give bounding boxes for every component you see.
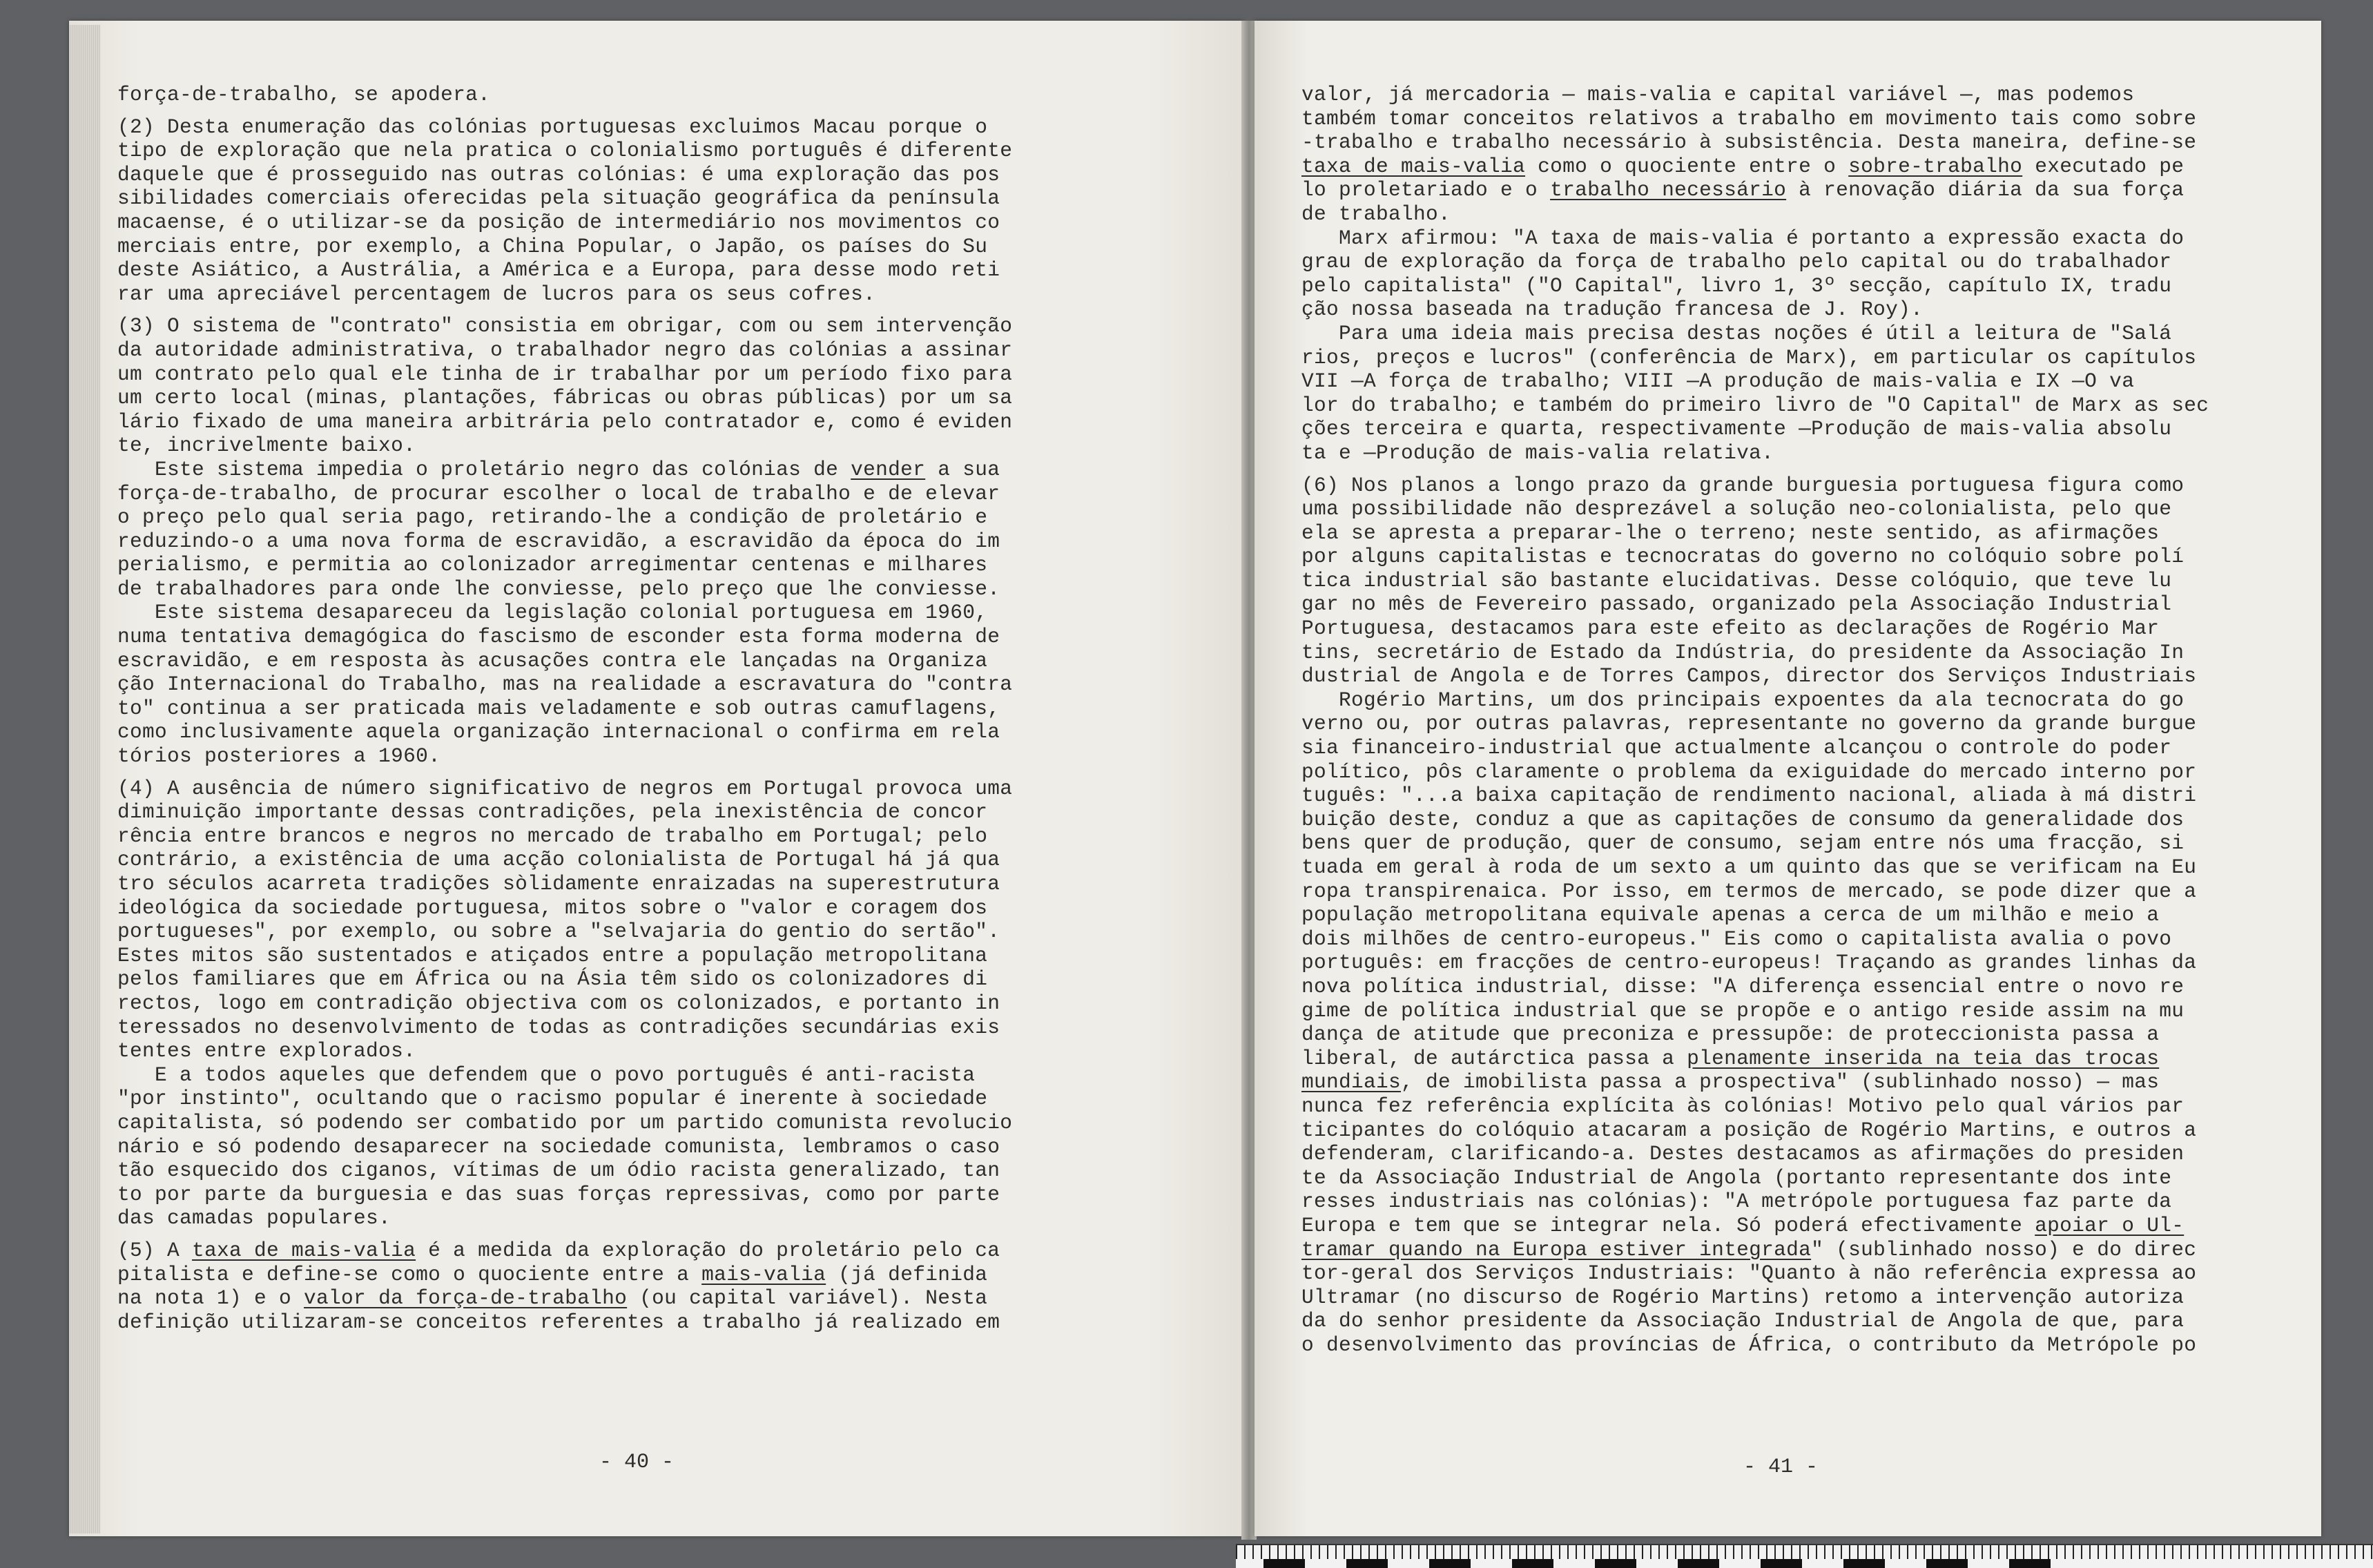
text-line: lo proletariado e o trabalho necessário à renovação diária da sua força — [1301, 178, 2185, 202]
text-line: (4) A ausência de número significativo de negros em Portugal provoca uma — [117, 776, 1013, 800]
text-line: gar no mês de Fevereiro passado, organizado pela Associação Industrial — [1301, 592, 2172, 617]
text-line: Portuguesa, destacamos para este efeito as declarações de Rogério Mar — [1301, 617, 2160, 641]
ruler-block — [1263, 1559, 1305, 1568]
text-line: força-de-trabalho, se apodera. — [117, 83, 491, 106]
text-line: Estes mitos são sustentados e atiçados entre a população metropolitana — [117, 943, 988, 967]
text-line: como inclusivamente aquela organização internacional o confirma em rela — [117, 720, 1000, 744]
ruler-block — [1512, 1559, 1553, 1568]
ruler-block — [1429, 1559, 1471, 1568]
text-line: merciais entre, por exemplo, a China Popular, o Japão, os países do Su — [117, 234, 988, 258]
ruler-block — [1595, 1559, 1636, 1568]
text-line: "por instinto", ocultando que o racismo popular é inerente à sociedade — [117, 1087, 988, 1111]
paragraph-gap — [117, 768, 1012, 777]
text-line: valor, já mercadoria — mais-valia e capital variável —, mas podemos — [1301, 83, 2135, 106]
text-line: macaense, é o utilizar-se da posição de intermediário nos movimentos co — [117, 210, 1000, 234]
text-line: escravidão, e em resposta às acusações contra ele lançadas na Organiza — [117, 648, 988, 672]
text-line: mundiais, de imobilista passa a prospectiva" (sublinhado nosso) — mas — [1301, 1070, 2160, 1094]
text-line: tramar quando na Europa estiver integrada" (sublinhado nosso) e do direc — [1301, 1237, 2197, 1261]
text-line: portugueses", por exemplo, ou sobre a "selvajaria do gentio do sertão". — [117, 920, 1000, 944]
text-line: te da Associação Industrial de Angola (portanto representante dos inte — [1301, 1165, 2172, 1190]
text-line: português: em fracções de centro-europeus! Traçando as grandes linhas da — [1301, 951, 2197, 975]
text-line: te, incrivelmente baixo. — [117, 434, 416, 458]
text-line: taxa de mais-valia como o quociente entre o sobre-trabalho executado pe — [1301, 154, 2185, 178]
page-number-left: - 40 - — [599, 1451, 675, 1474]
text-line: de trabalhadores para onde lhe conviesse, pelo preço que lhe conviesse. — [117, 577, 1000, 601]
text-line: (5) A taxa de mais-valia é a medida da exploração do proletário pelo ca — [117, 1238, 1000, 1262]
text-line: tins, secretário de Estado da Indústria, do presidente da Associação In — [1301, 640, 2185, 664]
text-line: tro séculos acarreta tradições sòlidamente enraizadas na superestrutura — [117, 872, 1000, 896]
text-line: dustrial de Angola e de Torres Campos, director dos Serviços Industriais — [1301, 664, 2197, 688]
text-line: uma possibilidade não desprezável a solução neo-colonialista, pelo que — [1301, 497, 2172, 521]
text-line: VII —A força de trabalho; VIII —A produção de mais-valia e IX —O va — [1301, 369, 2135, 394]
text-line: político, pôs claramente o problema da exiguidade do mercado interno por — [1301, 759, 2197, 784]
text-line: nário e só podendo desaparecer na sociedade comunista, lembramos o caso — [117, 1134, 1000, 1159]
text-line: -trabalho e trabalho necessário à subsistência. Desta maneira, define-se — [1301, 130, 2197, 155]
text-line: contrário, a existência de uma acção colonialista de Portugal há já qua — [117, 848, 1000, 872]
text-line: Rogério Martins, um dos principais expoentes da ala tecnocrata do go — [1301, 688, 2185, 712]
text-line: Ultramar (no discurso de Rogério Martins) retomo a intervenção autoriza — [1301, 1285, 2185, 1309]
text-line: E a todos aqueles que defendem que o povo português é anti-racista — [117, 1063, 976, 1087]
text-line: bens quer de produção, quer de consumo, sejam entre nós uma fracção, si — [1301, 831, 2185, 855]
text-line: definição utilizaram-se conceitos referentes a trabalho já realizado em — [117, 1310, 1000, 1334]
text-line: ticipantes do colóquio atacaram a posição de Rogério Martins, e outros a — [1301, 1118, 2197, 1142]
text-line: da do senhor presidente da Associação Industrial de Angola de que, para — [1301, 1309, 2185, 1333]
scale-ruler — [1236, 1544, 2373, 1568]
text-line: teressados no desenvolvimento de todas as contradições secundárias exis — [117, 1015, 1000, 1039]
text-line: Este sistema impedia o proletário negro das colónias de vender a sua — [117, 457, 1000, 481]
text-line: daquele que é prosseguido nas outras colónias: é uma exploração das pos — [117, 162, 1000, 186]
text-line: diminuição importante dessas contradições, pela inexistência de concor — [117, 800, 988, 824]
text-line: nova política industrial, disse: "A diferença essencial entre o novo re — [1301, 974, 2185, 998]
text-line: tórios posteriores a 1960. — [117, 744, 441, 768]
text-line: rectos, logo em contradição objectiva com os colonizados, e portanto in — [117, 991, 1000, 1015]
text-line: Este sistema desapareceu da legislação colonial portuguesa em 1960, — [117, 601, 988, 625]
text-line: força-de-trabalho, de procurar escolher o local de trabalho e de elevar — [117, 481, 1000, 505]
paragraph-gap — [117, 306, 1012, 314]
text-line: defenderam, clarificando-a. Destes destacamos as afirmações do presiden — [1301, 1142, 2185, 1166]
text-line: capitalista, só podendo ser combatido por um partido comunista revolucio — [117, 1110, 1013, 1134]
page-number-right: - 41 - — [1743, 1455, 1819, 1479]
text-line: um certo local (minas, plantações, fábricas ou obras públicas) por um sa — [117, 386, 1013, 410]
paragraph-gap — [1301, 465, 2209, 474]
text-line: numa tentativa demagógica do fascismo de esconder esta forma moderna de — [117, 625, 1000, 649]
text-line: de trabalho. — [1301, 202, 1451, 226]
text-line: da autoridade administrativa, o trabalhador negro das colónias a assinar — [117, 338, 1013, 362]
text-line: dança de atitude que preconiza e pressupõe: de proteccionista passa a — [1301, 1023, 2160, 1047]
text-line: rar uma apreciável percentagem de lucros para os seus cofres. — [117, 282, 876, 306]
text-line: ela se apresta a preparar-lhe o terreno; neste sentido, as afirmações — [1301, 521, 2160, 545]
text-line: lor do trabalho; e também do primeiro livro de "O Capital" de Marx as sec — [1301, 393, 2209, 417]
text-line: pelos familiares que em África ou na Ásia têm sido os colonizadores di — [117, 967, 988, 991]
paragraph-gap — [117, 107, 1012, 115]
text-line: grau de exploração da força de trabalho pelo capital ou do trabalhador — [1301, 250, 2172, 274]
text-line: (3) O sistema de "contrato" consistia em obrigar, com ou sem intervenção — [117, 314, 1013, 338]
text-line: tuguês: "...a baixa capitação de rendimento nacional, aliada à má distri — [1301, 784, 2197, 808]
text-line: dois milhões de centro-europeus." Eis como o capitalista avalia o povo — [1301, 927, 2172, 951]
text-line: Marx afirmou: "A taxa de mais-valia é portanto a expressão exacta do — [1301, 226, 2185, 250]
ruler-block — [1843, 1559, 1885, 1568]
text-line: (2) Desta enumeração das colónias portuguesas excluimos Macau porque o — [117, 115, 988, 139]
ruler-block — [2009, 1559, 2051, 1568]
ruler-block — [1346, 1559, 1388, 1568]
text-line: o preço pelo qual seria pago, retirando-lhe a condição de proletário e — [117, 505, 988, 530]
text-line: rios, preços e lucros" (conferência de Marx), em particular os capítulos — [1301, 345, 2197, 369]
paragraph-gap — [117, 1230, 1012, 1239]
text-line: na nota 1) e o valor da força-de-trabalho (ou capital variável). Nesta — [117, 1286, 988, 1310]
text-line: tica industrial são bastante elucidativas. Desse colóquio, que teve lu — [1301, 568, 2172, 592]
text-line: to por parte da burguesia e das suas forças repressivas, como por parte — [117, 1182, 1000, 1206]
page-edges — [69, 25, 100, 1533]
ruler-block — [1926, 1559, 1968, 1568]
text-line: verno ou, por outras palavras, representante no governo da grande burgue — [1301, 712, 2197, 736]
left-page-text — [117, 83, 1012, 1334]
text-line: Europa e tem que se integrar nela. Só poderá efectivamente apoiar o Ul- — [1301, 1213, 2185, 1237]
text-line: gime de política industrial que se propõe e o antigo reside assim na mu — [1301, 998, 2185, 1023]
text-line: pelo capitalista" ("O Capital", livro 1, 3º secção, capítulo IX, tradu — [1301, 273, 2172, 298]
text-line: reduzindo-o a uma nova forma de escravidão, a escravidão da época do im — [117, 529, 1000, 553]
text-line: deste Asiático, a Austrália, a América e a Europa, para desse modo reti — [117, 258, 1000, 282]
text-line: nunca fez referência explícita às colónias! Motivo pelo qual vários par — [1301, 1094, 2185, 1118]
ruler-ticks — [1236, 1545, 2373, 1559]
text-line: ropa transpirenaica. Por isso, em termos de mercado, se pode dizer que a — [1301, 879, 2197, 903]
ruler-block — [1678, 1559, 1719, 1568]
text-line: lário fixado de uma maneira arbitrária pelo contratador e, como é eviden — [117, 409, 1013, 434]
text-line: to" continua a ser praticada mais veladamente e sob outras camuflagens, — [117, 696, 1000, 720]
text-line: pitalista e define-se como o quociente entre a mais-valia (já definida — [117, 1262, 988, 1286]
text-line: tuada em geral à roda de um sexto a um quinto das que se verificam na Eu — [1301, 855, 2197, 879]
text-line: ções terceira e quarta, respectivamente —Produção de mais-valia absolu — [1301, 417, 2172, 441]
text-line: Para uma ideia mais precisa destas noções é útil a leitura de "Salá — [1301, 321, 2172, 345]
text-line: das camadas populares. — [117, 1206, 391, 1230]
text-line: ideológica da sociedade portuguesa, mitos sobre o "valor e coragem dos — [117, 896, 988, 920]
text-line: perialismo, e permitia ao colonizador arregimentar centenas e milhares — [117, 553, 988, 577]
text-line: sia financeiro-industrial que actualmente alcançou o controle do poder — [1301, 736, 2172, 760]
text-line: rência entre brancos e negros no mercado de trabalho em Portugal; pelo — [117, 824, 988, 848]
text-line: tor-geral dos Serviços Industriais: "Quanto à não referência expressa ao — [1301, 1261, 2197, 1286]
text-line: tipo de exploração que nela pratica o colonialismo português é diferente — [117, 139, 1013, 163]
text-line: ta e —Produção de mais-valia relativa. — [1301, 441, 1774, 465]
text-line: (6) Nos planos a longo prazo da grande burguesia portuguesa figura como — [1301, 473, 2185, 497]
text-line: tentes entre explorados. — [117, 1039, 416, 1063]
text-line: resses industriais nas colónias): "A metrópole portuguesa faz parte da — [1301, 1190, 2172, 1214]
text-line: liberal, de autárctica passa a plenamente inserida na teia das trocas — [1301, 1046, 2160, 1070]
ruler-block — [1761, 1559, 1802, 1568]
text-line: ção nossa baseada na tradução francesa de J. Roy). — [1301, 298, 1924, 322]
text-line: ção Internacional do Trabalho, mas na realidade a escravatura do "contra — [117, 672, 1013, 697]
text-line: o desenvolvimento das províncias de África, o contributo da Metrópole po — [1301, 1333, 2197, 1357]
text-line: tão esquecido dos ciganos, vítimas de um ódio racista generalizado, tan — [117, 1159, 1000, 1183]
text-line: população metropolitana equivale apenas a cerca de um milhão e meio a — [1301, 903, 2160, 927]
text-line: também tomar conceitos relativos a trabalho em movimento tais como sobre — [1301, 106, 2197, 130]
text-line: por alguns capitalistas e tecnocratas do governo no colóquio sobre polí — [1301, 545, 2185, 569]
right-page-text — [1301, 83, 2209, 1357]
text-line: um contrato pelo qual ele tinha de ir trabalhar por um período fixo para — [117, 362, 1013, 386]
text-line: buição deste, conduz a que as capitações de consumo da generalidade dos — [1301, 807, 2185, 831]
text-line: sibilidades comerciais oferecidas pela situação geográfica da península — [117, 186, 1000, 211]
